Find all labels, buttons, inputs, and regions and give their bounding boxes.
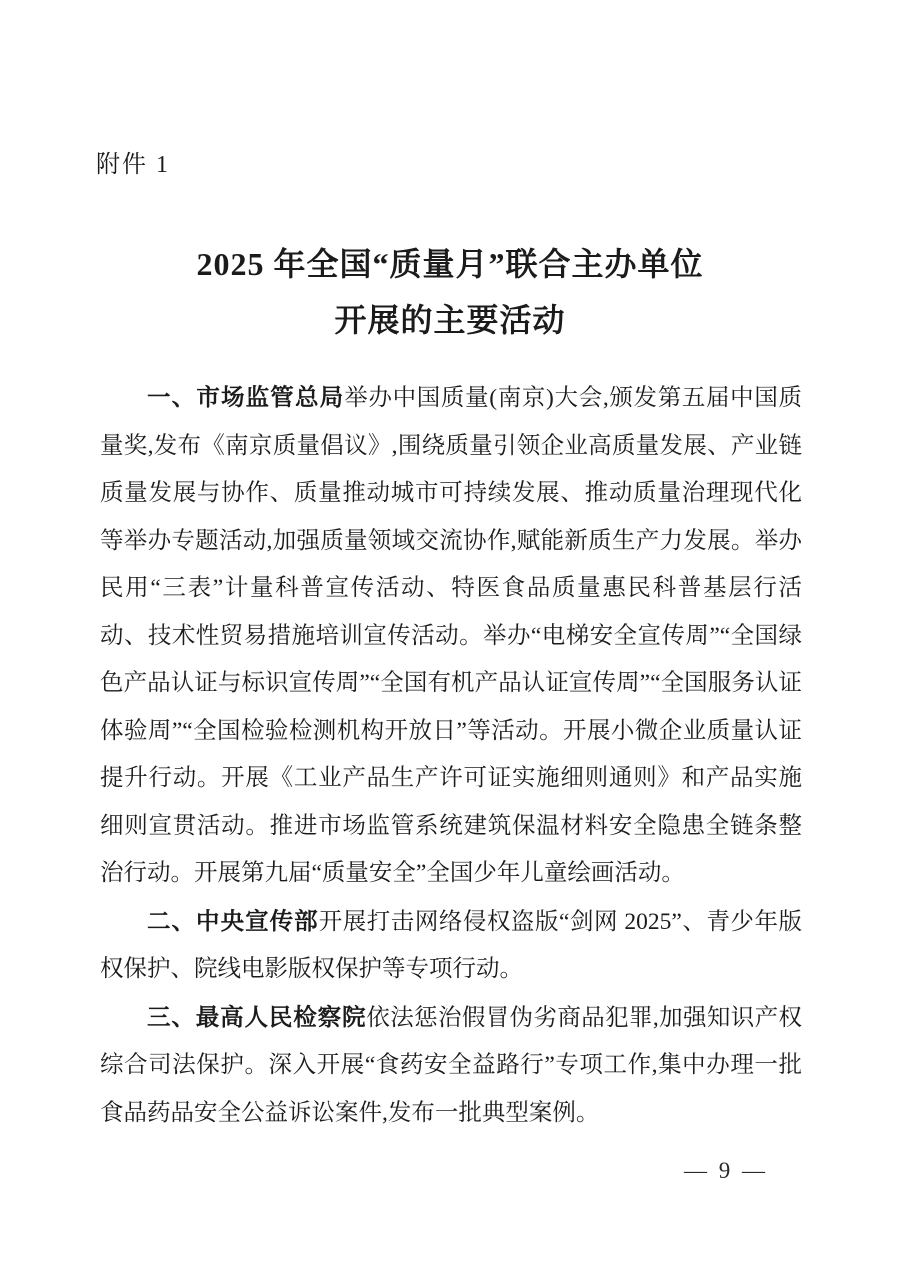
paragraph-lead: 二、中央宣传部 — [147, 907, 319, 934]
attachment-label: 附件 1 — [96, 152, 170, 178]
paragraph-text: 举办中国质量(南京)大会,颁发第五届中国质量奖,发布《南京质量倡议》,围绕质量引领企业高质量发展、产业链质量发展与协作、质量推动城市可持续发展、推动质量治理现代化等举办专题活动,加强质量领域交流协作,赋能新质生产力发展。举办民用“三表”计量科普宣传活动、特医食品质量惠民科普基层行活动、技术性贸易措施培训宣传活动。举办“电梯安全宣传周”“全国绿色产品认证与标识宣传周”“全国有机产品认证宣传周”“全国服务认证体验周”“全国检验检测机构开放日”等活动。开展小微企业质量认证提升行动。开展《工业产品生产许可证实施细则通则》和产品实施细则宣贯活动。推进市场监管系统建筑保温材料安全隐患全链条整治行动。开展第九届“质量安全”全国少年儿童绘画活动。 — [100, 385, 802, 886]
body-paragraph — [100, 898, 802, 994]
title-line-2: 开展的主要活动 — [334, 302, 566, 338]
document-title — [0, 236, 900, 348]
title-line-1: 2025 年全国“质量月”联合主办单位 — [196, 246, 704, 282]
paragraph-lead: 三、最高人民检察院 — [147, 1003, 367, 1030]
body-paragraph — [100, 374, 802, 898]
paragraph-text: 开展打击网络侵权盗版“剑网 2025”、青少年版权保护、院线电影版权保护等专项行动。 — [100, 908, 802, 982]
paragraph-text: 依法惩治假冒伪劣商品犯罪,加强知识产权综合司法保护。深入开展“食药安全益路行”专项工作,集中办理一批食品药品安全公益诉讼案件,发布一批典型案例。 — [100, 1004, 802, 1126]
body-paragraph — [100, 994, 802, 1138]
page-number: — 9 — — [684, 1158, 768, 1183]
paragraph-lead: 一、市场监管总局 — [147, 384, 345, 410]
document-body — [100, 374, 802, 1137]
